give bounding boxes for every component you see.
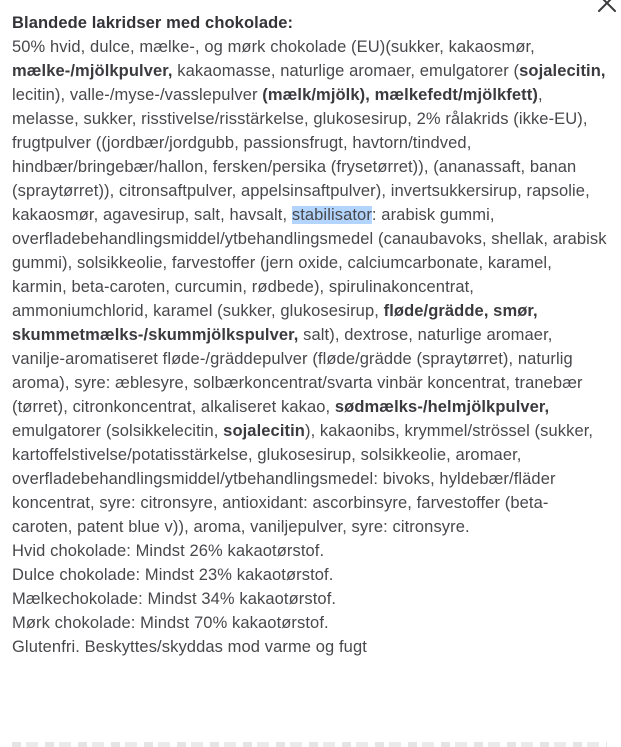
allergen-bold-segment: fløde/grädde, smør, skummetmælks-/skummjölkspulver, <box>12 302 538 344</box>
detail-line: Dulce chokolade: Mindst 23% kakaotørstof. <box>12 566 334 584</box>
allergen-bold-segment: sødmælks-/helmjölkpulver, <box>334 398 550 416</box>
chocolate-detail-lines <box>12 539 608 659</box>
ingredient-segment: : arabisk gummi, overfladebehandlingsmiddel/ytbehandlingsmedel (canaubavoks, shellak, arabisk gummi), solsikkeolie, farvestoffer (jern oxide, calciumcarbonate, karamel, karmin, beta-caroten, curcumin, rødbede), spirulinakoncentrat, ammoniumchlorid, karamel (sukker, glukosesirup, <box>12 206 607 320</box>
allergen-bold-segment: (mælk/mjölk), mælkefedt/mjölkfett) <box>262 86 538 104</box>
ingredients-paragraph <box>12 35 608 539</box>
detail-line: Mørk chokolade: Mindst 70% kakaotørstof. <box>12 614 329 632</box>
detail-line: Mælkechokolade: Mindst 34% kakaotørstof. <box>12 590 337 608</box>
close-icon <box>594 0 620 16</box>
allergen-bold-segment: sojalecitin, <box>519 62 606 80</box>
detail-line: Hvid chokolade: Mindst 26% kakaotørstof. <box>12 542 325 560</box>
highlighted-term: stabilisator <box>291 206 372 224</box>
ingredient-segment: kakaomasse, naturlige aromaer, emulgatorer ( <box>172 62 520 80</box>
ingredient-segment: emulgatorer (solsikkelecitin, <box>12 422 224 440</box>
clipped-next-line-remnant <box>12 742 607 747</box>
ingredient-segment: ), kakaonibs, krymmel/strössel (sukker, kartoffelstivelse/potatisstärkelse, glukosesirup, solsikkeolie, aromaer, overfladebehandlingsmiddel/ytbehandlingsmedel: bivoks, hyldebær/fläder koncentrat, syre: citronsyre, antioxidant: ascorbinsyre, farvestoffer (beta-caroten, patent blue v)), aroma, vaniljepulver, syre: citronsyre. <box>12 422 594 536</box>
ingredient-segment: 50% hvid, dulce, mælke-, og mørk chokolade (EU)(sukker, kakaosmør, <box>12 38 535 56</box>
allergen-bold-segment: mælke-/mjölkpulver, <box>12 62 173 80</box>
close-button[interactable] <box>594 0 620 16</box>
detail-line: Glutenfri. Beskyttes/skyddas mod varme og fugt <box>12 638 367 656</box>
ingredient-segment: salt), dextrose, naturlige aromaer, vanilje-aromatiseret fløde-/gräddepulver (fløde/grädde (spraytørret), naturlig aroma), syre: æblesyre, solbærkoncentrat/svarta vinbär koncentrat, tranebær (tørret), citronkoncentrat, alkaliseret kakao, <box>12 326 583 416</box>
ingredient-segment: lecitin), valle-/myse-/vasslepulver <box>12 86 263 104</box>
ingredients-title: Blandede lakridser med chokolade: <box>12 14 294 32</box>
allergen-bold-segment: sojalecitin <box>223 422 305 440</box>
ingredient-segment: , melasse, sukker, risstivelse/risstärkelse, glukosesirup, 2% rålakrids (ikke-EU), frugtpulver ((jordbær/jordgubb, passionsfrugt, havtorn/tindved, hindbær/bringebær/hallon, fersken/persika (frysetørret)), (ananassaft, banan (spraytørret)), citronsaftpulver, appelsinsaftpulver), invertsukkersirup, rapsolie, kakaosmør, agavesirup, salt, havsalt, <box>12 86 590 224</box>
